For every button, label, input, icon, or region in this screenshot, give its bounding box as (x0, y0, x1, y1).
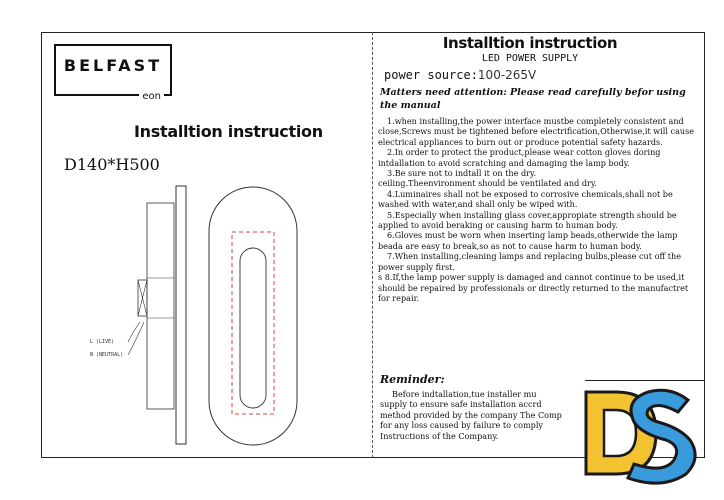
power-label: power source: (384, 68, 478, 82)
lamp-side-back (176, 186, 186, 444)
instruction-item: ceiling.Theenvironment should be ventilated and dry. (378, 178, 597, 189)
instruction-item: 3.Be sure not to indtall it on the dry. (387, 168, 537, 179)
instruction-item: 4.Luminaires shall not be exposed to corrosive chemicals,shall not be washed with water,and shall only be wiped with. (378, 188, 673, 210)
brand-name: BELFAST (63, 56, 163, 75)
reminder-heading: Reminder: (380, 373, 445, 386)
power-value: 100-265V (477, 68, 537, 82)
instruction-item: 5.Especially when installing glass cover,appropiate strength should be applied to avoid beraking or causing harm to human body. (378, 209, 677, 231)
wire-neutral-label: N (NEUTRAL) (90, 352, 124, 358)
right-subtitle: LED POWER SUPPLY (481, 53, 579, 64)
reminder-line: Before indtallation,tue installer mu (392, 389, 537, 399)
power-source (384, 68, 536, 82)
mounting-area-outline (232, 232, 274, 414)
dimensions-label: D140*H500 (64, 155, 160, 174)
reminder-line: method provided by the company The Comp (380, 409, 562, 420)
reminder-line: for any loss caused by failure to comply (380, 420, 543, 431)
left-title: Installtion instruction (134, 122, 323, 141)
instruction-item: 7.When installing,cleaning lamps and replacing bulbs,please cut off the power supply first. (378, 251, 682, 272)
instruction-item: 6.Gloves must be worn when inserting lamp beads,otherwide the lamp beada are easy to break,so as not to cause harm to human body. (378, 230, 678, 251)
instruction-item: 1.when installing,the power interface mustbe completely consistent and close,Screws must be tightened before electrification,Otherwise,it will cause electrical appliances to burn out or produce potential safety hazards. (378, 116, 695, 147)
brand-sub: eon (139, 91, 164, 102)
instruction-item: 2.In order to protect the product,please wear cotton gloves doring intdallation to avoid scratching and damaging the lamp body. (378, 147, 661, 168)
attention-heading: Matters need attention: Please read carefully befor using the manual (380, 87, 686, 111)
reminder-line: supply to ensure safe installation accrd (380, 399, 542, 410)
instruction-list (378, 116, 698, 303)
mount-plate (147, 203, 174, 409)
reminder-line: Instructions of the Company. (380, 430, 499, 441)
lamp-front-oval (209, 187, 297, 445)
reminder-text (380, 389, 585, 441)
ds-logo (578, 378, 702, 488)
right-title: Installtion instruction (442, 34, 618, 52)
wire-live-label: L (LIVE) (90, 339, 115, 345)
instruction-item: s 8.If,the lamp power supply is damaged and cannot continue to be used,it should be repaired by professionals or directly returned to the manufactret for repair. (378, 272, 689, 303)
lamp-inner-slot (240, 248, 266, 408)
